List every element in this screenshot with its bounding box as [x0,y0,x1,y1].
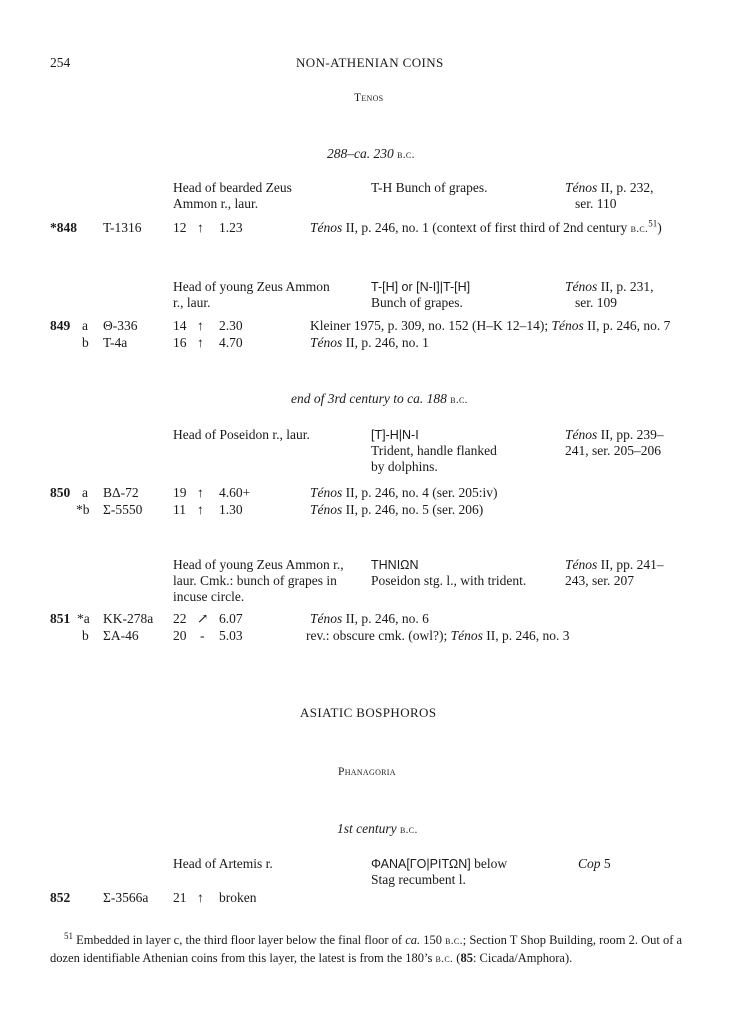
period-heading [291,391,468,408]
inventory-number: Θ-336 [103,318,138,333]
die-axis-icon: ↑ [197,502,204,517]
die-axis-icon: ↑ [197,485,204,500]
ref-era: b.c. [630,223,649,235]
weight: 2.30 [219,318,243,333]
ref-text: II, p. 246, no. 3 [482,628,570,643]
ref-text: II, p. 232, [597,180,654,195]
reverse-line: Trident, handle flanked [371,443,497,458]
reverse-legend: T-[H] or [N-I]|T-[H] [371,280,471,294]
type-reference [565,427,664,459]
ref-text: II, p. 246, no. 5 (ser. 206) [342,502,484,517]
period-era: b.c. [400,824,418,836]
ref-work: Ténos [565,427,598,442]
diameter: 21 [173,890,187,905]
ref-work: Ténos [565,279,598,294]
ref-text: Kleiner 1975, p. 309, no. 152 (H–K 12–14); [310,318,552,333]
weight: 1.23 [219,220,243,235]
die-axis-icon: ↑ [197,335,204,350]
obverse-line: Head of Artemis r. [173,856,273,871]
ref-text: 243, ser. 207 [565,573,634,588]
reverse-line: Stag recumbent l. [371,872,466,887]
reverse-line: by dolphins. [371,459,438,474]
catalogue-number: *848 [50,220,77,235]
ref-text: II, p. 246, no. 1 [342,335,429,350]
ref-work: Ténos [565,557,598,572]
inventory-number: T-1316 [103,220,142,235]
running-title: NON-ATHENIAN COINS [296,55,444,70]
inventory-number: ΒΔ-72 [103,485,139,500]
weight: 4.60+ [219,485,251,500]
ref-text: ) [657,220,662,235]
diameter: 22 [173,611,187,626]
reverse-description [371,557,526,589]
sub-letter: *a [77,611,90,626]
entry-reference [310,318,670,334]
ref-text: II, p. 231, [597,279,654,294]
reverse-description [371,180,487,196]
ref-text: II, pp. 241– [597,557,664,572]
section-title-phanagoria: Phanagoria [338,766,396,778]
catalogue-number: 850 [50,485,71,500]
type-reference [578,856,611,872]
reverse-description [371,279,470,311]
ref-text: ser. 110 [575,196,617,211]
diameter: 11 [173,502,186,517]
footnote-era: b.c. [445,935,463,947]
footnote-marker: 51 [648,218,658,229]
weight: 4.70 [219,335,243,350]
sub-letter: a [82,485,88,500]
footnote-text: ( [453,951,461,965]
footnote-text: : Cicada/Amphora). [472,951,573,965]
reverse-line: T-H Bunch of grapes. [371,180,488,195]
sub-letter: a [82,318,88,333]
weight: 5.03 [219,628,243,643]
section-title-asiatic-bosphoros: ASIATIC BOSPHOROS [300,705,437,720]
obverse-description [173,557,344,605]
period-heading [337,821,418,838]
ref-work: Ténos [310,220,343,235]
obverse-description [173,180,292,212]
reverse-line: Poseidon stg. l., with trident. [371,573,527,588]
ref-work: Ténos [310,502,343,517]
diameter: 20 [173,628,187,643]
footnote-era: b.c. [435,953,454,965]
footnote [50,932,702,968]
period-heading [327,146,415,163]
obverse-line: Head of Poseidon r., laur. [173,427,310,442]
ref-text: 241, ser. 205–206 [565,443,661,458]
period-text: 288–ca. 230 [327,146,394,161]
footnote-text: Embedded in layer c, the third floor layer below the final floor of [73,933,406,947]
diameter: 12 [173,220,187,235]
diameter: 16 [173,335,187,350]
entry-reference [306,628,569,644]
obverse-description [173,856,273,872]
inventory-number: ΚΚ-278a [103,611,154,626]
obverse-line: r., laur. [173,295,211,310]
die-axis-icon: ↑ [197,318,204,333]
ref-text: II, p. 246, no. 7 [583,318,671,333]
reverse-legend: THNIΩN [371,558,419,572]
reverse-legend: ΦΑΝΑ[ΓΟ|ΡΙΤΩΝ] [371,857,471,871]
weight: 1.30 [219,502,243,517]
obverse-line: Head of young Zeus Ammon r., [173,557,344,572]
diameter: 19 [173,485,187,500]
ref-work: Cop [578,856,601,871]
ref-text: II, p. 246, no. 6 [342,611,429,626]
obverse-line: incuse circle. [173,589,245,604]
ref-work: Ténos [310,335,343,350]
ref-work: Ténos [551,318,584,333]
period-text: 1st century [337,821,397,836]
ref-text: II, pp. 239– [597,427,664,442]
footnote-text: 150 [420,933,446,947]
ref-work: Ténos [310,611,343,626]
entry-reference [310,502,483,518]
weight: broken [219,890,257,905]
sub-letter: b [82,335,89,350]
ref-text: rev.: obscure cmk. (owl?); [306,628,451,643]
type-reference [565,279,654,311]
catalogue-number: 849 [50,318,71,333]
obverse-line: Ammon r., laur. [173,196,259,211]
ref-text: ser. 109 [575,295,617,310]
ref-work: Ténos [450,628,483,643]
ref-work: Ténos [565,180,598,195]
weight: 6.07 [219,611,243,626]
inventory-number: Σ-5550 [103,502,143,517]
diameter: 14 [173,318,187,333]
die-axis-icon: ↑ [197,220,204,235]
period-era: b.c. [450,394,468,406]
period-era: b.c. [397,149,415,161]
ref-work: Ténos [310,485,343,500]
ref-text: II, p. 246, no. 1 (context of first third of 2nd century [342,220,631,235]
die-axis-icon: ↑ [197,890,204,905]
obverse-line: Head of bearded Zeus [173,180,292,195]
reverse-line: below [470,856,508,871]
reverse-description [371,427,497,475]
section-title-tenos: Tenos [354,92,384,104]
reverse-line: Bunch of grapes. [371,295,463,310]
obverse-description [173,279,330,311]
entry-reference [310,485,498,501]
obverse-line: laur. Cmk.: bunch of grapes in [173,573,337,588]
die-axis-icon: - [200,628,205,643]
obverse-description [173,427,310,443]
type-reference [565,557,664,589]
inventory-number: Σ-3566a [103,890,149,905]
entry-reference [310,335,429,351]
type-reference [565,180,654,212]
obverse-line: Head of young Zeus Ammon [173,279,330,294]
inventory-number: T-4a [103,335,128,350]
die-axis-icon: ↗ [197,611,209,626]
catalogue-number: 852 [50,890,71,905]
period-text: end of 3rd century to ca. 188 [291,391,447,406]
ref-text: 5 [600,856,611,871]
footnote-text: ca. [405,933,421,947]
footnote-marker: 51 [64,930,73,941]
sub-letter: b [82,628,89,643]
entry-reference [310,611,429,627]
catalogue-number: 851 [50,611,71,626]
sub-letter: *b [76,502,90,517]
reverse-legend: [T]-H|N-I [371,428,419,442]
ref-text: II, p. 246, no. 4 (ser. 205:iv) [342,485,498,500]
reverse-description [371,856,507,888]
page-number: 254 [50,55,71,70]
entry-reference [310,220,662,237]
footnote-text: ; Section T Shop Building, room 2. Out of a dozen identifiable Athenian coins from this layer, the latest is from the 180’s [50,933,683,965]
inventory-number: ΣΑ-46 [103,628,139,643]
footnote-catalogue-ref: 85 [460,951,473,965]
